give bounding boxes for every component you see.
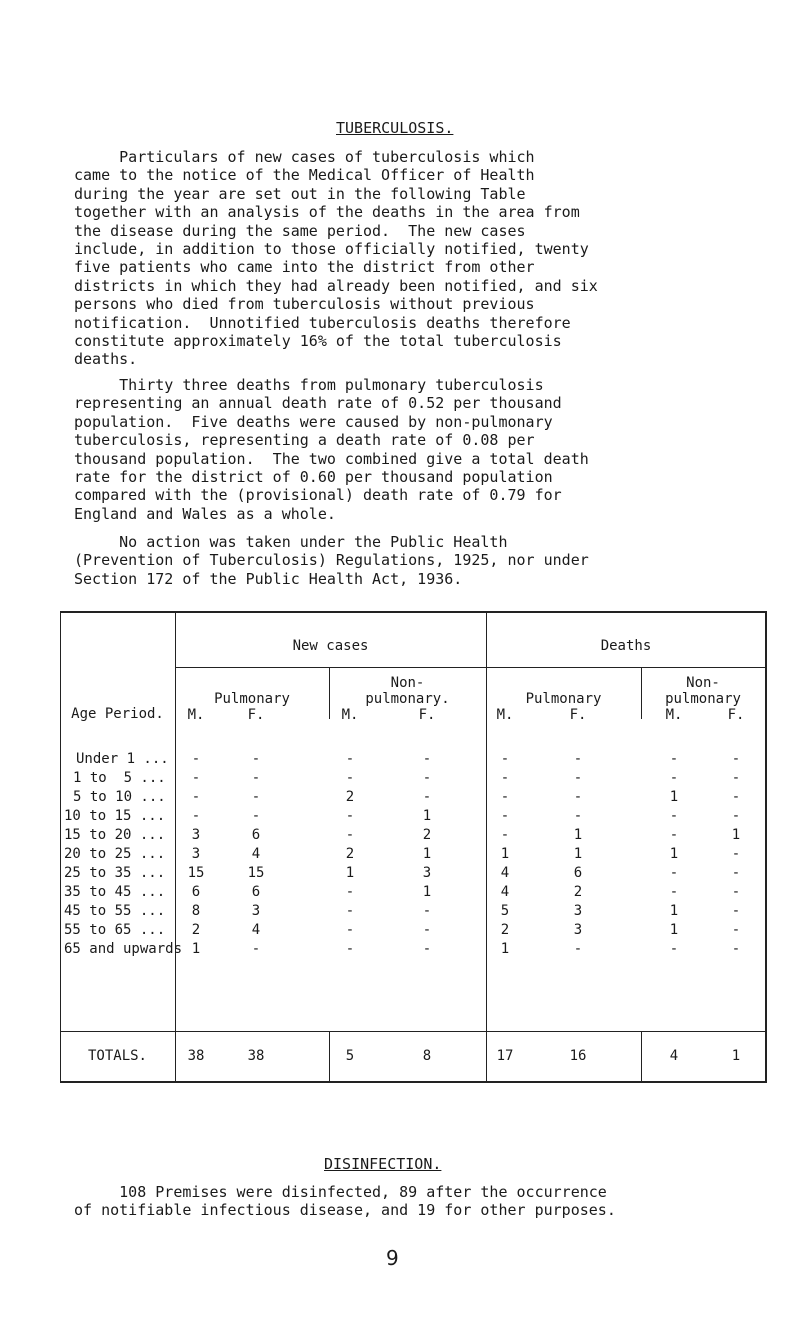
age-period-label: 1 to 5 ...	[73, 770, 166, 786]
table-cell: -	[669, 827, 679, 843]
age-period-label: 20 to 25 ...	[64, 846, 166, 862]
text-line: five patients who came into the district from other	[74, 258, 535, 277]
text-line: persons who died from tuberculosis without previous	[74, 295, 535, 314]
table-cell: 1	[422, 808, 432, 824]
page-title: TUBERCULOSIS.	[336, 119, 454, 137]
text-line: constitute approximately 16% of the total tuberculosis	[74, 332, 562, 351]
table-cell: 3	[573, 922, 583, 938]
table-cell: 4	[500, 884, 510, 900]
totals-divider-1	[329, 1031, 330, 1083]
text-line: came to the notice of the Medical Officer of Health	[74, 166, 535, 185]
table-cell: 1	[422, 846, 432, 862]
table-cell: 6	[251, 827, 261, 843]
totals-divider-2	[641, 1031, 642, 1083]
table-cell: 4	[251, 922, 261, 938]
paragraph-death-rates	[74, 376, 754, 523]
table-cell: 6	[573, 865, 583, 881]
table-cell: 1	[191, 941, 201, 957]
table-cell: 1	[500, 941, 510, 957]
paragraph-disinfection	[74, 1183, 754, 1220]
subheader-new-non-pulmonary: Non- pulmonary.	[365, 675, 450, 707]
totals-cell: 38	[247, 1048, 265, 1064]
table-top-border	[60, 611, 767, 613]
page-number: 9	[386, 1246, 399, 1270]
table-right-border	[765, 611, 767, 1083]
table-cell: 1	[669, 789, 679, 805]
table-left-border	[60, 611, 61, 1083]
table-cell: -	[345, 903, 355, 919]
age-period-label: 35 to 45 ...	[64, 884, 166, 900]
text-line: Particulars of new cases of tuberculosis which	[74, 148, 535, 166]
text-line: include, in addition to those officially notified, twenty	[74, 240, 589, 259]
sex-column-header: M.	[665, 707, 683, 723]
text-line: 108 Premises were disinfected, 89 after the occurrence	[74, 1183, 607, 1201]
table-cell: -	[191, 751, 201, 767]
table-cell: -	[500, 827, 510, 843]
table-cell: -	[669, 808, 679, 824]
text-line: thousand population. The two combined give a total death	[74, 449, 589, 468]
table-cell: 1	[669, 922, 679, 938]
table-cell: 2	[573, 884, 583, 900]
text-line: notification. Unnotified tuberculosis deaths therefore	[74, 313, 571, 332]
text-line: districts in which they had already been notified, and six	[74, 276, 598, 295]
sex-column-header: F.	[418, 707, 436, 723]
new-cases-header: New cases	[292, 638, 369, 654]
text-line: tuberculosis, representing a death rate of 0.08 per	[74, 431, 535, 450]
table-cell: 1	[345, 865, 355, 881]
text-line: during the year are set out in the following Table	[74, 184, 526, 203]
text-line: population. Five deaths were caused by non-pulmonary	[74, 412, 553, 431]
table-cell: 1	[669, 903, 679, 919]
table-cell: -	[422, 770, 432, 786]
table-cell: 3	[191, 846, 201, 862]
table-cell: 6	[251, 884, 261, 900]
disinfection-title: DISINFECTION.	[324, 1155, 442, 1173]
tuberculosis-table	[60, 611, 767, 1083]
text-line: England and Wales as a whole.	[74, 504, 336, 523]
table-cell: -	[500, 808, 510, 824]
table-cell: -	[251, 941, 261, 957]
text-line: Thirty three deaths from pulmonary tuberculosis	[74, 376, 544, 394]
age-period-label: 25 to 35 ...	[64, 865, 166, 881]
totals-label: TOTALS.	[87, 1048, 147, 1064]
new-deaths-divider	[486, 611, 487, 1083]
table-cell: -	[731, 808, 741, 824]
totals-cell: 4	[669, 1048, 679, 1064]
table-cell: 3	[422, 865, 432, 881]
table-cell: 2	[345, 789, 355, 805]
text-line: compared with the (provisional) death rate of 0.79 for	[74, 486, 562, 505]
text-line: Section 172 of the Public Health Act, 1936.	[74, 569, 463, 588]
table-cell: -	[422, 789, 432, 805]
table-cell: -	[345, 751, 355, 767]
text-line: rate for the district of 0.60 per thousand population	[74, 468, 553, 487]
table-cell: -	[731, 922, 741, 938]
age-period-header: Age Period.	[71, 706, 164, 722]
table-cell: -	[669, 865, 679, 881]
table-cell: -	[731, 751, 741, 767]
table-cell: -	[500, 789, 510, 805]
age-column-divider	[175, 611, 176, 1083]
table-cell: 2	[345, 846, 355, 862]
table-cell: -	[251, 789, 261, 805]
table-cell: -	[731, 903, 741, 919]
totals-cell: 8	[422, 1048, 432, 1064]
table-cell: 3	[573, 903, 583, 919]
deaths-header: Deaths	[600, 638, 652, 654]
text-line: No action was taken under the Public Health	[74, 533, 508, 551]
table-cell: -	[731, 846, 741, 862]
sex-column-header: F.	[569, 707, 587, 723]
table-cell: 6	[191, 884, 201, 900]
paragraph-new-cases	[74, 148, 754, 369]
table-cell: -	[669, 884, 679, 900]
totals-cell: 17	[496, 1048, 514, 1064]
table-cell: -	[345, 884, 355, 900]
table-cell: 5	[500, 903, 510, 919]
table-cell: 4	[251, 846, 261, 862]
table-cell: -	[345, 827, 355, 843]
totals-cell: 5	[345, 1048, 355, 1064]
table-cell: -	[345, 770, 355, 786]
subheader-death-non-pulmonary: Non- pulmonary	[665, 675, 741, 707]
age-period-label: 55 to 65 ...	[64, 922, 166, 938]
table-cell: -	[500, 770, 510, 786]
text-line: representing an annual death rate of 0.52 per thousand	[74, 394, 562, 413]
table-cell: -	[573, 808, 583, 824]
table-cell: 2	[500, 922, 510, 938]
table-cell: -	[191, 808, 201, 824]
age-period-label: 5 to 10 ...	[73, 789, 166, 805]
table-cell: -	[731, 789, 741, 805]
age-period-label: 45 to 55 ...	[64, 903, 166, 919]
table-cell: -	[422, 903, 432, 919]
sex-column-header: M.	[341, 707, 359, 723]
table-cell: 2	[422, 827, 432, 843]
paragraph-regulations	[74, 533, 754, 588]
text-line: deaths.	[74, 350, 138, 369]
totals-cell: 38	[187, 1048, 205, 1064]
table-cell: 1	[573, 846, 583, 862]
table-cell: -	[573, 941, 583, 957]
table-cell: -	[422, 941, 432, 957]
table-cell: -	[573, 770, 583, 786]
table-cell: -	[731, 884, 741, 900]
table-cell: -	[669, 941, 679, 957]
table-cell: 1	[669, 846, 679, 862]
group-header-line	[175, 667, 767, 668]
table-cell: 3	[191, 827, 201, 843]
totals-line	[60, 1031, 767, 1032]
table-cell: 1	[731, 827, 741, 843]
sex-column-header: M.	[187, 707, 205, 723]
table-cell: -	[251, 770, 261, 786]
table-cell: -	[422, 922, 432, 938]
table-cell: -	[669, 751, 679, 767]
table-cell: -	[731, 865, 741, 881]
totals-cell: 16	[569, 1048, 587, 1064]
text-line: of notifiable infectious disease, and 19 for other purposes.	[74, 1201, 616, 1220]
subheader-new-pulmonary: Pulmonary	[214, 691, 290, 707]
table-cell: -	[731, 770, 741, 786]
table-cell: 8	[191, 903, 201, 919]
table-cell: -	[500, 751, 510, 767]
sex-column-header: M.	[496, 707, 514, 723]
table-cell: -	[731, 941, 741, 957]
table-cell: 15	[187, 865, 205, 881]
table-cell: 1	[573, 827, 583, 843]
table-cell: -	[573, 789, 583, 805]
totals-cell: 1	[731, 1048, 741, 1064]
sex-column-header: F.	[727, 707, 745, 723]
table-cell: -	[251, 808, 261, 824]
table-cell: -	[345, 922, 355, 938]
text-line: together with an analysis of the deaths in the area from	[74, 203, 580, 222]
table-bottom-border	[60, 1081, 767, 1083]
age-period-label: 10 to 15 ...	[64, 808, 166, 824]
table-cell: -	[345, 808, 355, 824]
age-period-label: 15 to 20 ...	[64, 827, 166, 843]
text-line: the disease during the same period. The new cases	[74, 221, 526, 240]
table-cell: -	[251, 751, 261, 767]
table-cell: -	[345, 941, 355, 957]
subheader-death-pulmonary: Pulmonary	[525, 691, 602, 707]
table-cell: 4	[500, 865, 510, 881]
table-cell: 1	[422, 884, 432, 900]
text-line: (Prevention of Tuberculosis) Regulations, 1925, nor under	[74, 551, 589, 570]
table-cell: 2	[191, 922, 201, 938]
table-cell: 15	[247, 865, 265, 881]
table-cell: 3	[251, 903, 261, 919]
table-cell: -	[669, 770, 679, 786]
table-cell: -	[573, 751, 583, 767]
table-cell: -	[422, 751, 432, 767]
age-period-label: 65 and upwards	[64, 941, 183, 957]
table-cell: -	[191, 789, 201, 805]
table-cell: -	[191, 770, 201, 786]
table-cell: 1	[500, 846, 510, 862]
age-period-label: Under 1 ...	[76, 751, 169, 767]
sex-column-header: F.	[247, 707, 265, 723]
